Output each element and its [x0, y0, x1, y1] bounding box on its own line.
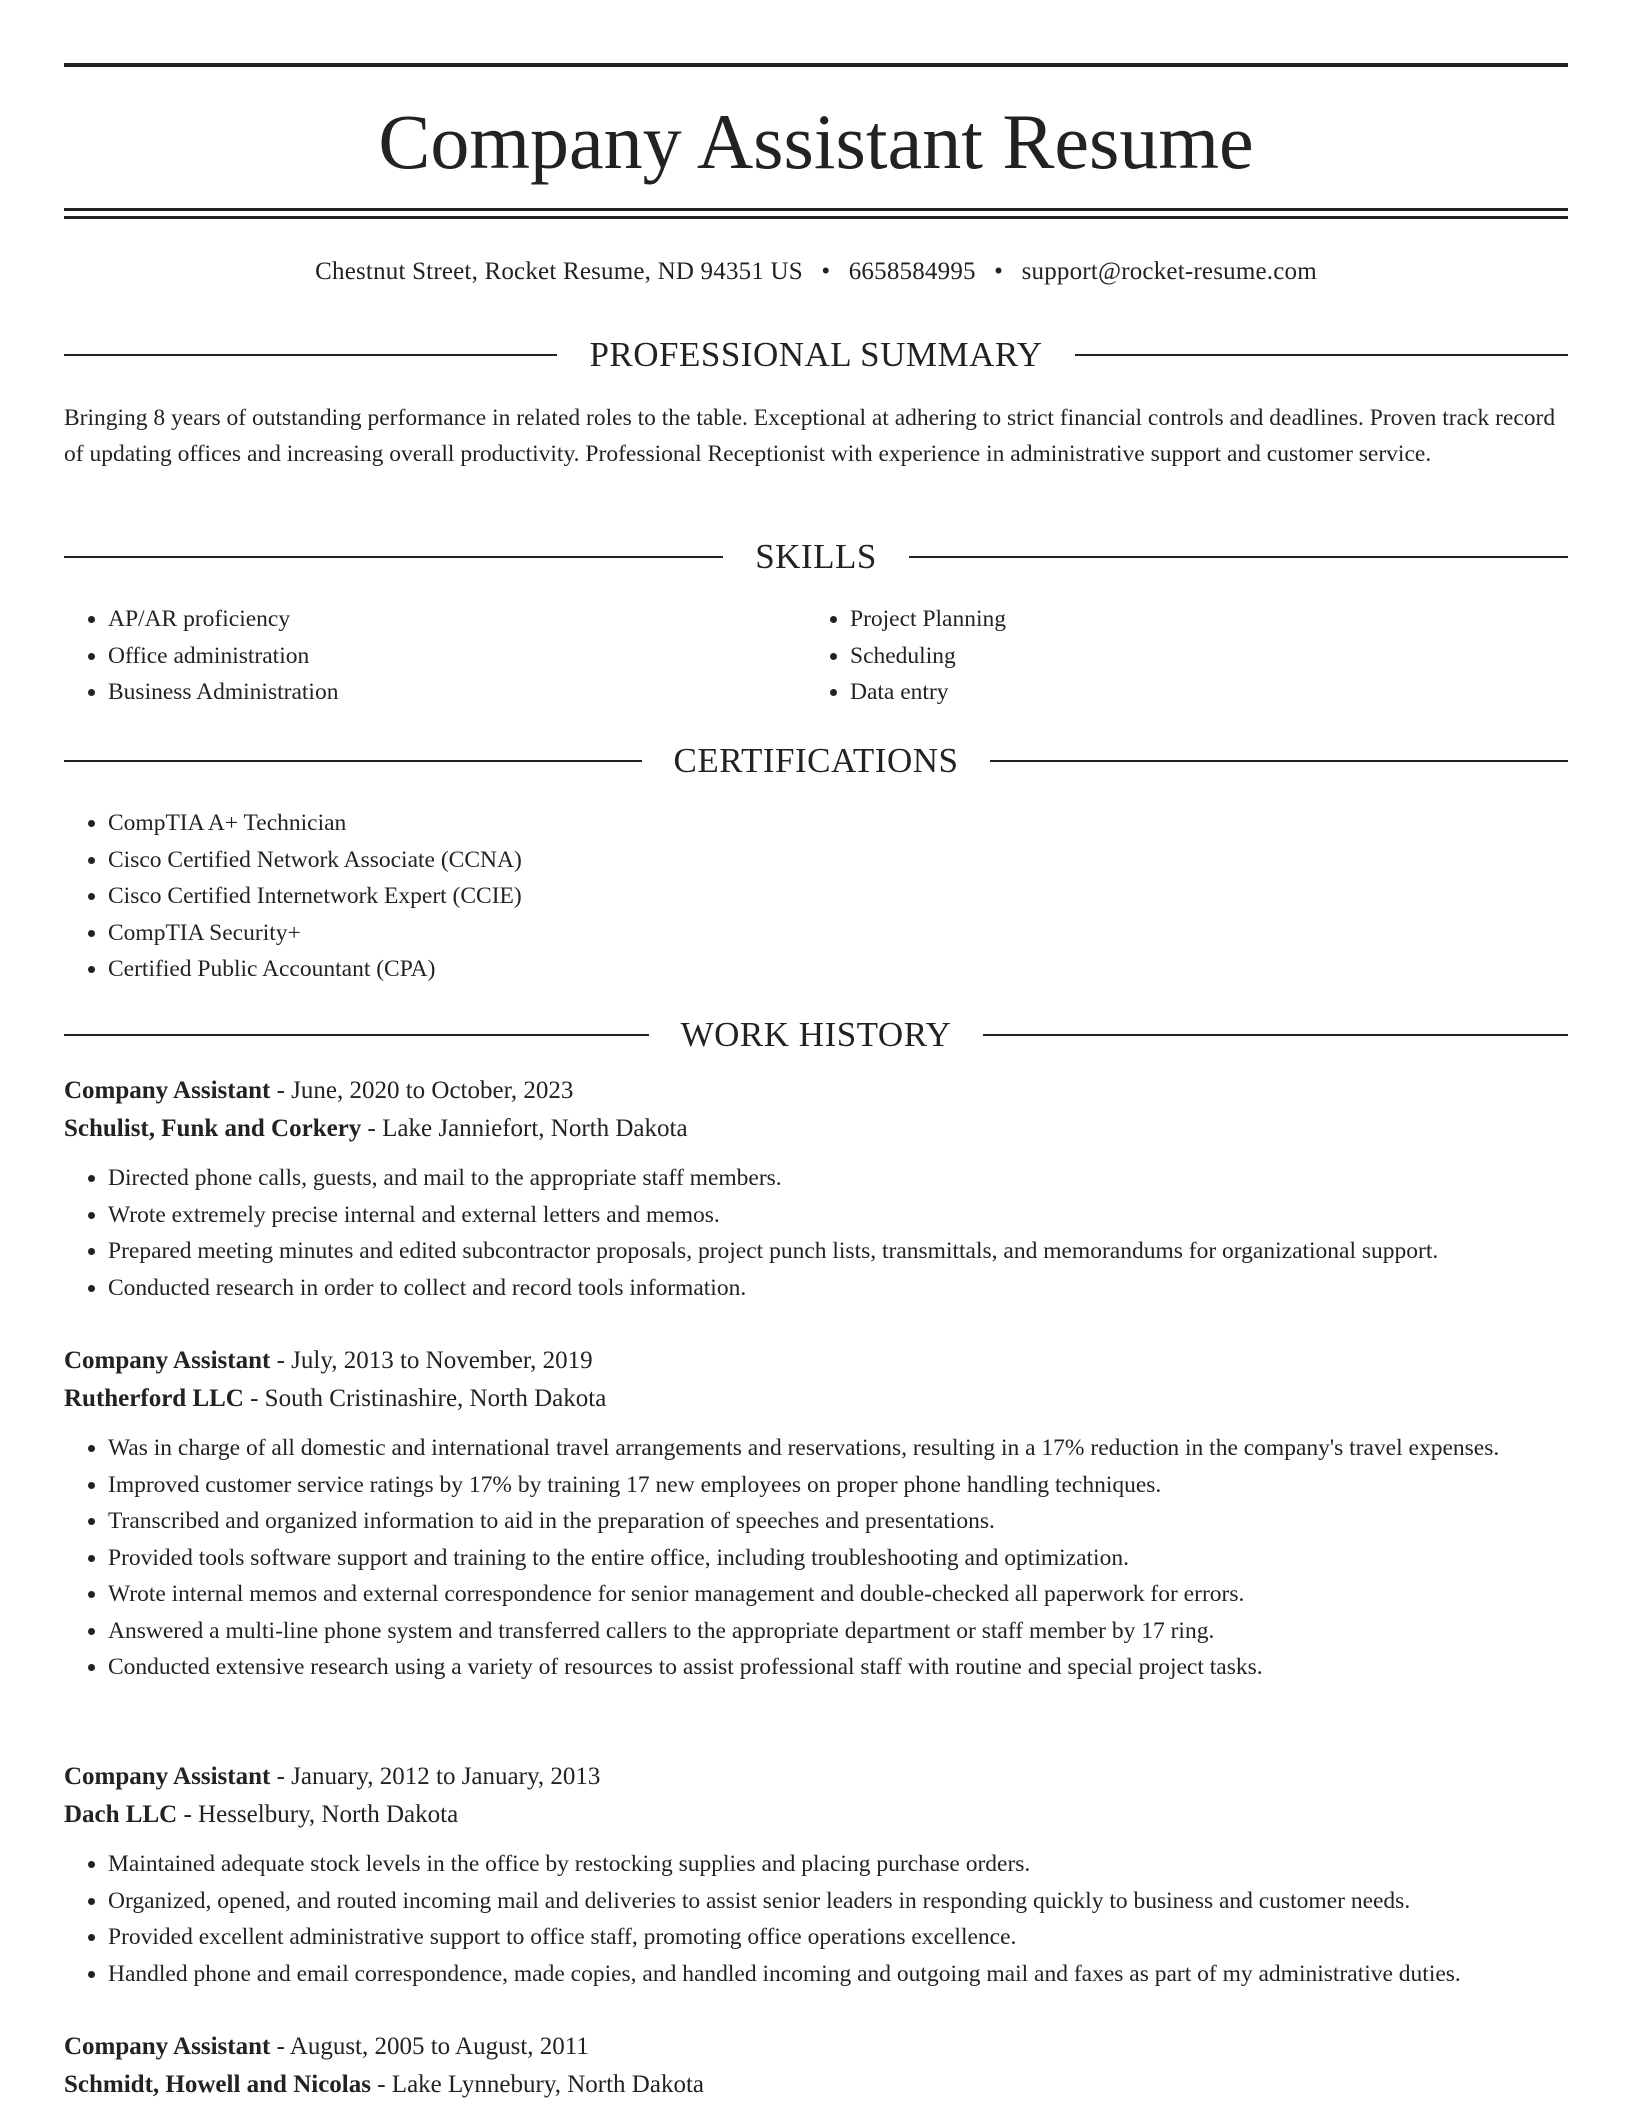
job-company: Schmidt, Howell and Nicolas	[64, 2071, 371, 2098]
skills-heading	[64, 537, 1568, 577]
certification-item: • CompTIA Security+	[108, 915, 1108, 952]
job-title: Company Assistant	[64, 1347, 271, 1374]
job-dates: - July, 2013 to November, 2019	[270, 1347, 593, 1374]
resume-title: Company Assistant Resume	[378, 98, 1254, 185]
job-entry	[64, 1342, 1568, 1686]
job-bullet: • Conducted research in order to collect and record tools information.	[108, 1270, 1568, 1307]
job-title-line	[64, 2028, 1568, 2066]
skills-list-left	[64, 601, 808, 711]
job-bullet: • Handled phone and email correspondence, made copies, and handled incoming and outgoing mail and faxes as part of my administrative duties.	[108, 1956, 1568, 1993]
certifications-list	[64, 805, 1108, 988]
job-bullet: • Wrote internal memos and external correspondence for senior management and double-checked all paperwork for errors.	[108, 1576, 1568, 1613]
heading-rule	[64, 556, 723, 558]
contact-email: support@rocket-resume.com	[1021, 258, 1317, 285]
job-company: Rutherford LLC	[64, 1385, 244, 1412]
work-history-heading-text: WORK HISTORY	[680, 1015, 952, 1054]
certification-item: • Certified Public Accountant (CPA)	[108, 951, 1108, 988]
job-bullet: • Was in charge of all domestic and international travel arrangements and reservations, resulting in a 17% reduction in the company's travel expenses.	[108, 1430, 1568, 1467]
job-company-line	[64, 1110, 1568, 1148]
job-title-line	[64, 1758, 1568, 1796]
skill-item: • Data entry	[850, 674, 1550, 711]
contact-separator: •	[994, 258, 1004, 285]
skill-item: • Project Planning	[850, 601, 1550, 638]
contact-address: Chestnut Street, Rocket Resume, ND 94351 US	[315, 258, 803, 285]
job-dates: - June, 2020 to October, 2023	[270, 1077, 574, 1104]
job-entry	[64, 2028, 1568, 2104]
heading-rule	[1075, 354, 1568, 356]
job-title-line	[64, 1342, 1568, 1380]
job-title-line	[64, 1072, 1568, 1110]
job-bullets	[64, 1846, 1568, 1992]
heading-rule	[983, 1034, 1568, 1036]
job-dates: - August, 2005 to August, 2011	[270, 2033, 589, 2060]
skill-item: • Office administration	[108, 638, 808, 675]
title-rule-upper	[64, 208, 1568, 211]
job-entry	[64, 1758, 1568, 1992]
job-bullet: • Conducted extensive research using a variety of resources to assist professional staff with routine and special project tasks.	[108, 1649, 1568, 1686]
job-bullet: • Directed phone calls, guests, and mail to the appropriate staff members.	[108, 1160, 1568, 1197]
heading-rule	[990, 760, 1568, 762]
job-bullet: • Transcribed and organized information to aid in the preparation of speeches and presentations.	[108, 1503, 1568, 1540]
heading-rule	[64, 1034, 649, 1036]
heading-rule	[909, 556, 1568, 558]
job-location: - Lake Lynnebury, North Dakota	[370, 2071, 704, 2098]
certifications-heading	[64, 741, 1568, 781]
job-bullets	[64, 1430, 1568, 1686]
job-location: - South Cristinashire, North Dakota	[243, 1385, 607, 1412]
top-rule	[64, 63, 1568, 67]
job-bullet: • Improved customer service ratings by 17% by training 17 new employees on proper phone handling techniques.	[108, 1467, 1568, 1504]
job-company: Dach LLC	[64, 1801, 178, 1828]
job-title: Company Assistant	[64, 1763, 271, 1790]
job-bullet: • Provided excellent administrative support to office staff, promoting office operations excellence.	[108, 1919, 1568, 1956]
job-dates: - January, 2012 to January, 2013	[270, 1763, 601, 1790]
job-title: Company Assistant	[64, 2033, 271, 2060]
summary-heading	[64, 335, 1568, 375]
job-location: - Hesselbury, North Dakota	[177, 1801, 459, 1828]
contact-phone: 6658584995	[848, 258, 976, 285]
job-bullet: • Prepared meeting minutes and edited subcontractor proposals, project punch lists, transmittals, and memorandums for organizational support.	[108, 1233, 1568, 1270]
certification-item: • Cisco Certified Network Associate (CCNA)	[108, 842, 1108, 879]
certifications-heading-text: CERTIFICATIONS	[673, 741, 959, 780]
job-bullet: • Wrote extremely precise internal and external letters and memos.	[108, 1197, 1568, 1234]
job-bullet: • Organized, opened, and routed incoming mail and deliveries to assist senior leaders in responding quickly to business and customer needs.	[108, 1883, 1568, 1920]
certification-item: • CompTIA A+ Technician	[108, 805, 1108, 842]
job-entry	[64, 1072, 1568, 1306]
job-bullet: • Provided tools software support and training to the entire office, including troubleshooting and optimization.	[108, 1540, 1568, 1577]
skill-item: • Business Administration	[108, 674, 808, 711]
skills-list-right	[806, 601, 1550, 711]
title-rule-lower	[64, 216, 1568, 219]
job-company-line	[64, 1380, 1568, 1418]
summary-heading-text: PROFESSIONAL SUMMARY	[589, 335, 1043, 374]
heading-rule	[64, 760, 642, 762]
skills-heading-text: SKILLS	[755, 537, 877, 576]
contact-line	[64, 256, 1568, 288]
work-history-heading	[64, 1015, 1568, 1055]
job-bullet: • Maintained adequate stock levels in the office by restocking supplies and placing purchase orders.	[108, 1846, 1568, 1883]
skill-item: • Scheduling	[850, 638, 1550, 675]
job-company: Schulist, Funk and Corkery	[64, 1115, 362, 1142]
heading-rule	[64, 354, 557, 356]
skill-item: • AP/AR proficiency	[108, 601, 808, 638]
job-location: - Lake Janniefort, North Dakota	[361, 1115, 688, 1142]
summary-text: Bringing 8 years of outstanding performance in related roles to the table. Exceptional at adhering to strict financial controls and deadlines. Proven track record of updating offices and increasing overall productivity. Professional Receptionist with experience in administrative support and customer service.	[64, 405, 1556, 467]
job-title: Company Assistant	[64, 1077, 271, 1104]
contact-separator: •	[821, 258, 831, 285]
job-company-line	[64, 1796, 1568, 1834]
job-company-line	[64, 2066, 1568, 2104]
certification-item: • Cisco Certified Internetwork Expert (CCIE)	[108, 878, 1108, 915]
job-bullets	[64, 1160, 1568, 1306]
job-bullet: • Answered a multi-line phone system and transferred callers to the appropriate department or staff member by 17 ring.	[108, 1613, 1568, 1650]
